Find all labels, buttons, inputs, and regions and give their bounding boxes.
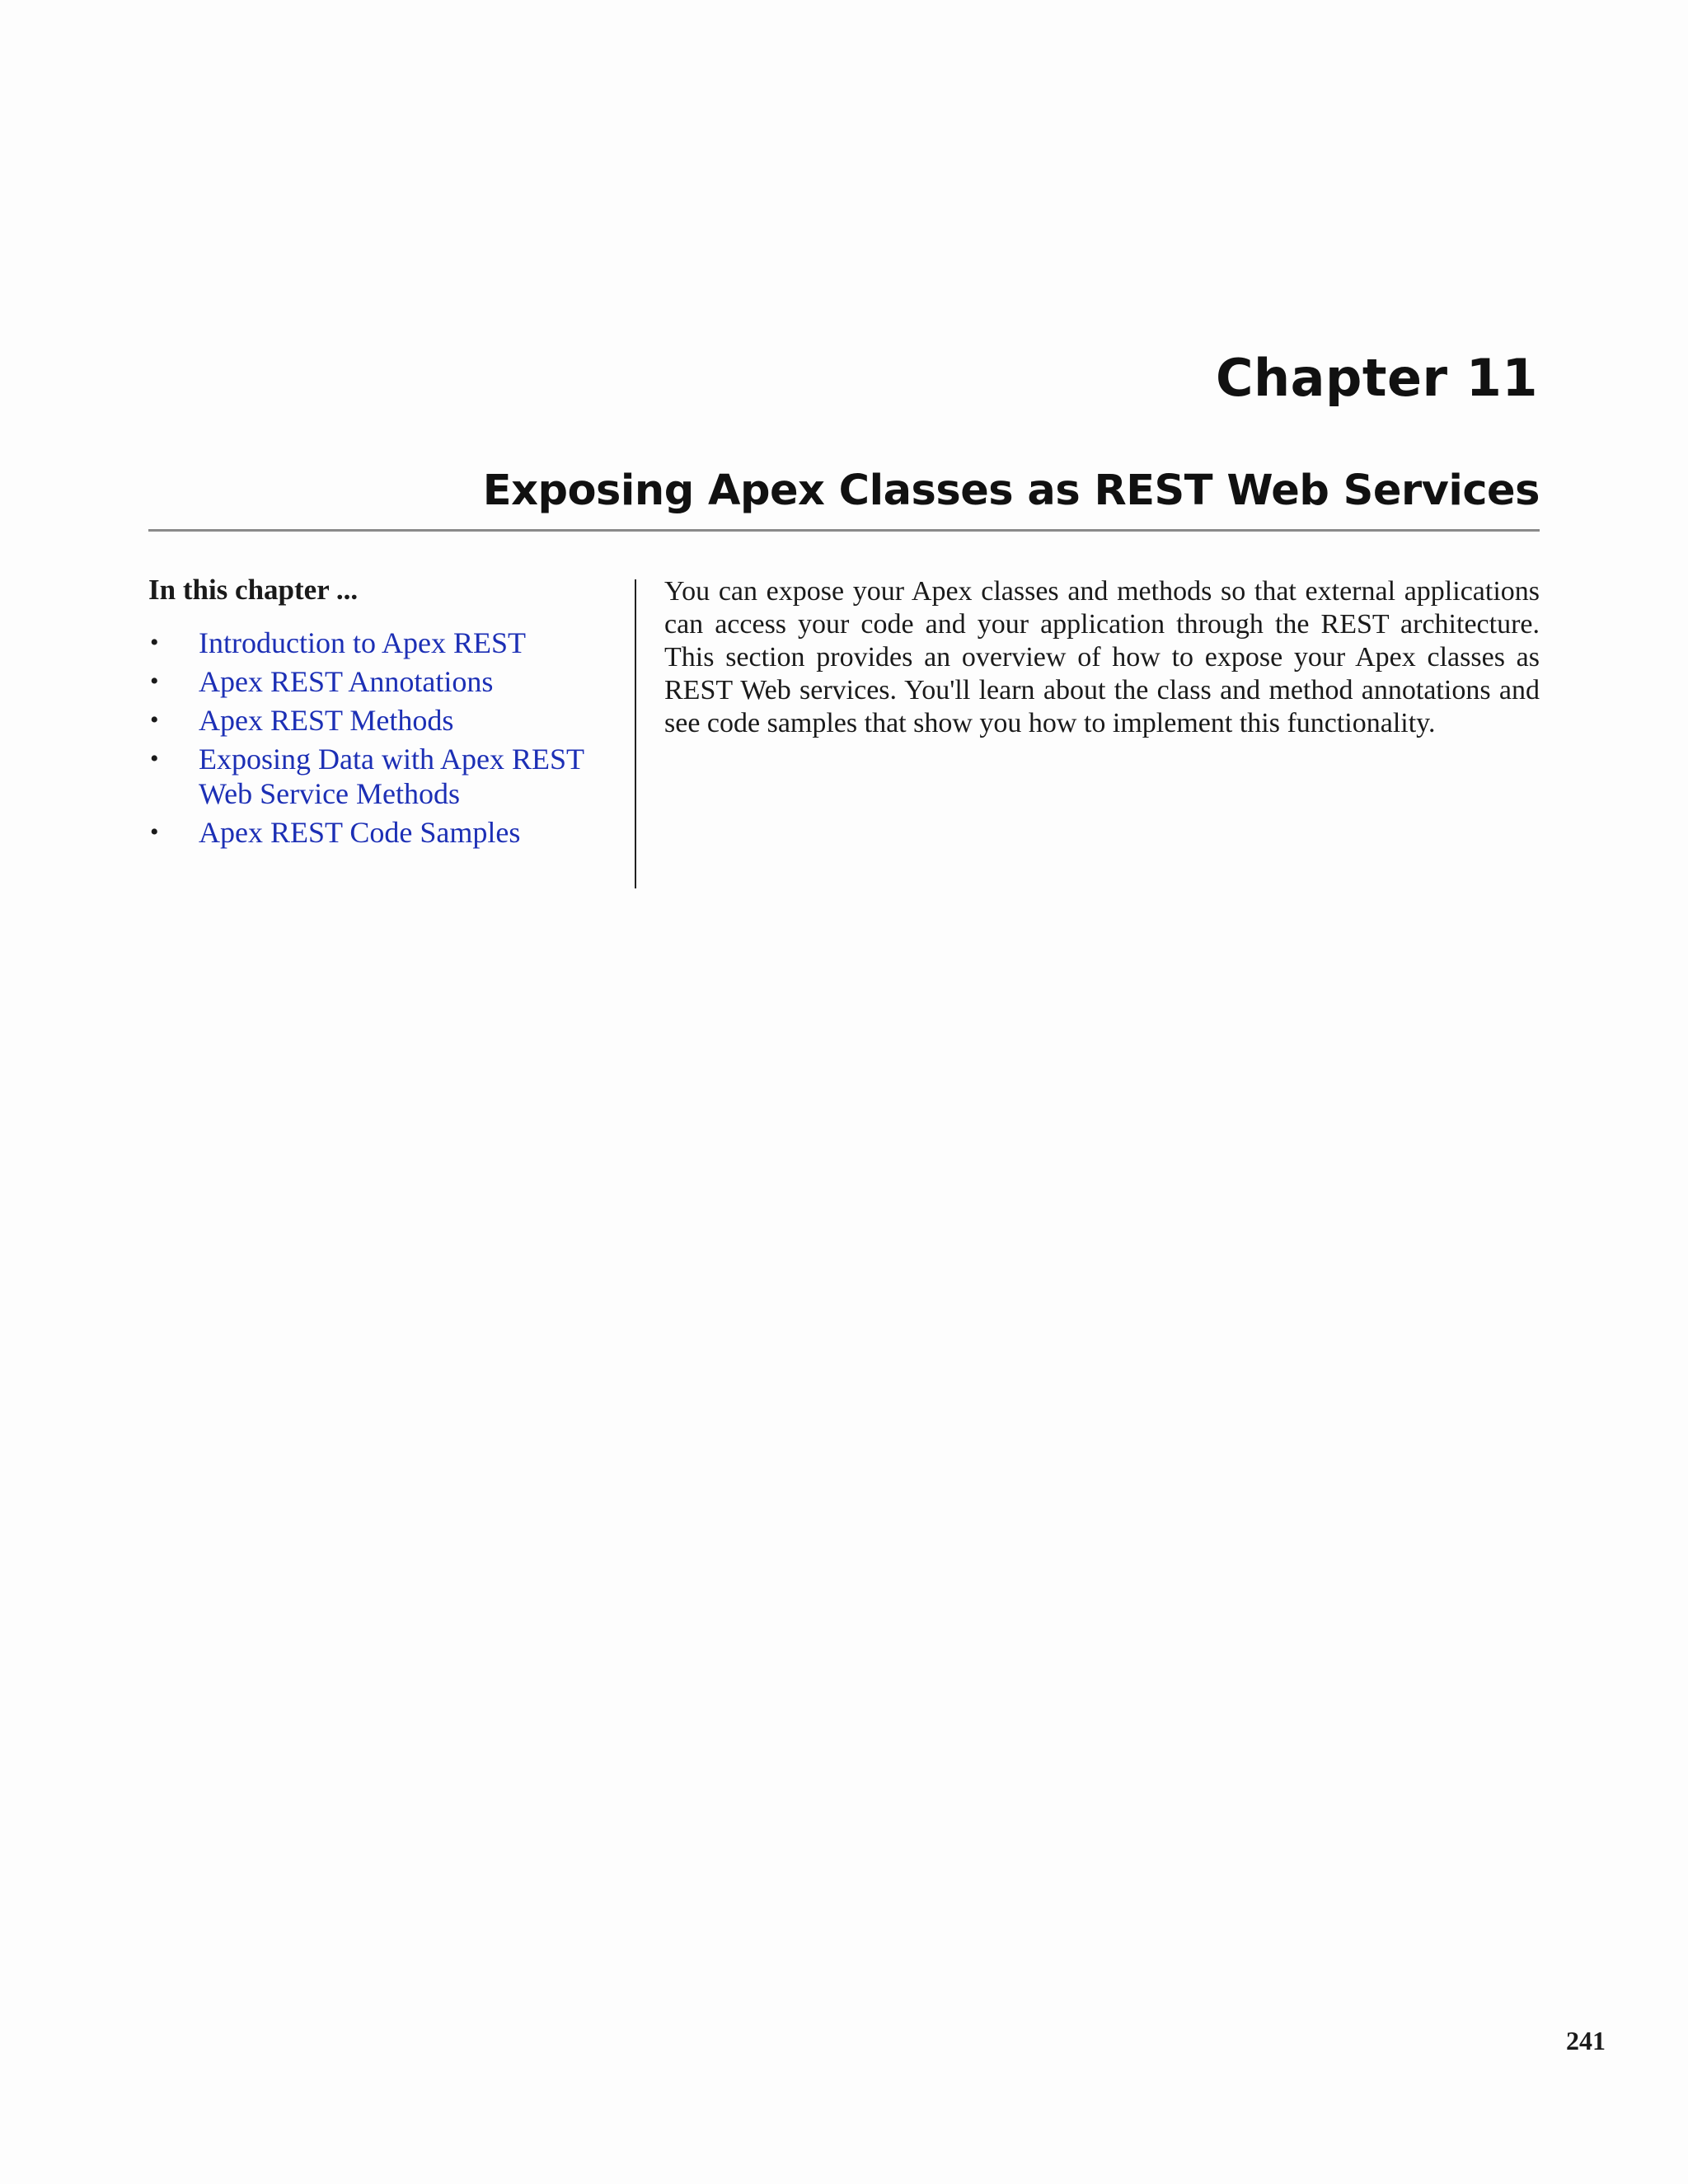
toc-link-methods[interactable]: Apex REST Methods (199, 704, 454, 737)
bullet-icon: • (150, 668, 159, 695)
toc-item (148, 742, 610, 811)
toc-link-exposing-data[interactable]: Exposing Data with Apex REST Web Service Methods (199, 743, 584, 810)
toc-link-introduction[interactable]: Introduction to Apex REST (199, 626, 526, 659)
page-number: 241 (1566, 2026, 1606, 2055)
toc-item (148, 664, 610, 699)
chapter-toc-list (148, 626, 610, 850)
toc-item (148, 626, 610, 660)
toc-item (148, 815, 610, 850)
sidebar-heading: In this chapter ... (148, 574, 359, 606)
toc-link-code-samples[interactable]: Apex REST Code Samples (199, 816, 521, 849)
chapter-intro-paragraph: You can expose your Apex classes and methods so that external applications can access your code and your application through the REST architecture. This section provides an overview of how to expose your Apex classes as REST Web services. You'll learn about the class and method annotations and see code samples that show you how to implement this functionality. (664, 576, 1540, 738)
title-divider (148, 529, 1540, 532)
column-divider (635, 579, 636, 888)
bullet-icon: • (150, 706, 159, 733)
chapter-number: Chapter 11 (1216, 348, 1538, 408)
toc-item (148, 703, 610, 738)
bullet-icon: • (150, 818, 159, 846)
bullet-icon: • (150, 629, 159, 656)
chapter-contents-sidebar (148, 573, 610, 854)
bullet-icon: • (150, 745, 159, 772)
toc-link-annotations[interactable]: Apex REST Annotations (199, 665, 494, 698)
chapter-title: Exposing Apex Classes as REST Web Services (482, 466, 1540, 515)
